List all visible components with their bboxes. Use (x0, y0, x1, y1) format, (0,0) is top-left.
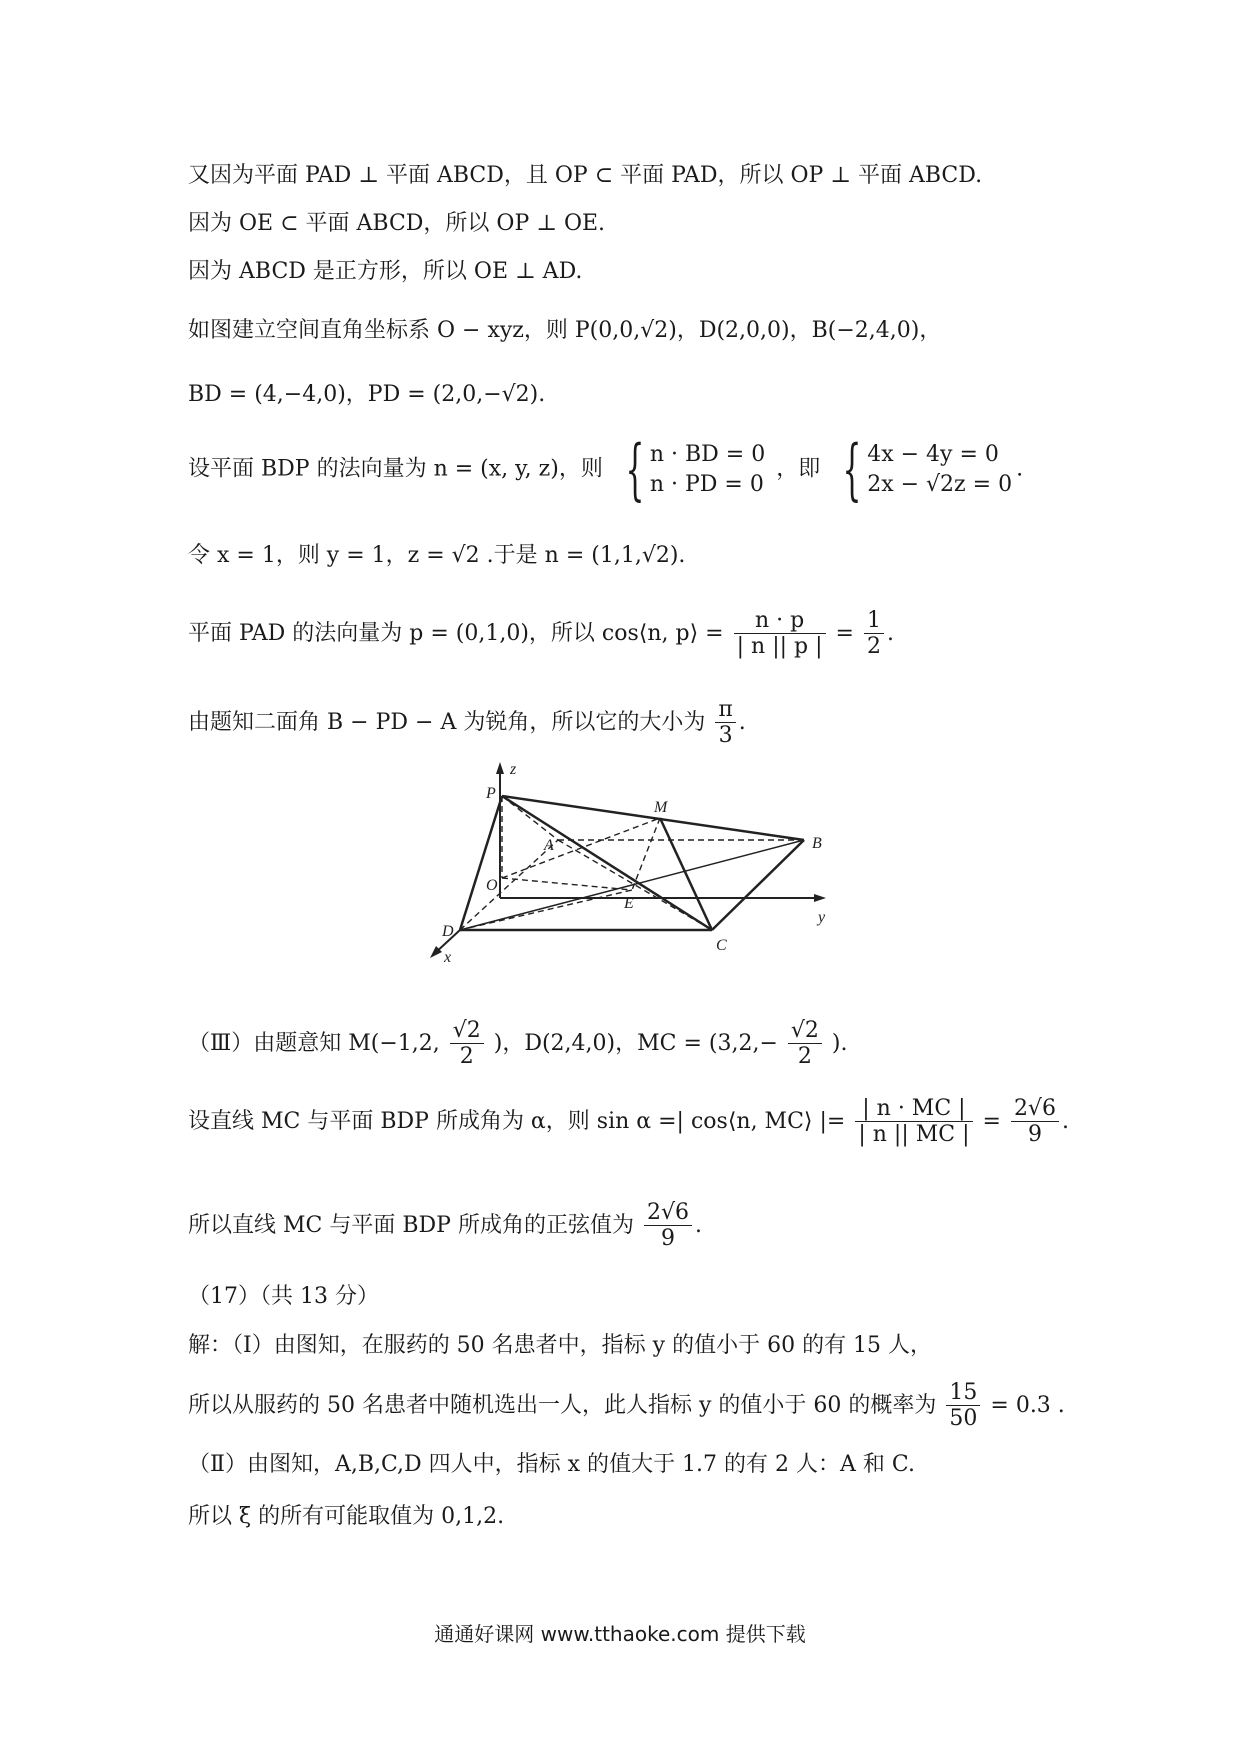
problem-17-heading: （17）（共 13 分） (188, 1284, 379, 1309)
part3-end: ). (831, 1030, 848, 1056)
half-numerator: 1 (864, 608, 884, 634)
label-x: x (444, 949, 452, 966)
label-y: y (818, 909, 826, 926)
cosine-intro: 平面 PAD 的法向量为 p = (0,1,0)，所以 cos⟨n, p⟩ = (188, 620, 724, 646)
part2-solution-line: （Ⅱ）由图知，A,B,C,D 四人中，指标 x 的值大于 1.7 的有 2 人：A 和 C. (188, 1452, 915, 1477)
normal-vector-intro: 设平面 BDP 的法向量为 n = (x, y, z)，则 (188, 456, 603, 482)
probability-line (188, 1380, 1065, 1432)
footer-source: 通通好课网 www.tthaoke.com 提供下载 (434, 1622, 806, 1646)
dihedral-angle-line: 由题知二面角 B − PD − A 为锐角，所以它的大小为 $\frac{\pi}{3}$ . (188, 697, 746, 749)
pyramid-figure (420, 758, 860, 968)
label-M: M (654, 799, 668, 816)
label-A: A (544, 837, 554, 854)
normal-vector-line: 设平面 BDP 的法向量为 n = (x, y, z)，则 { n · BD = 0 n · PD = 0 ，即 { 4x − 4y = 0 2x − √2z = 0 . (188, 431, 1024, 508)
system2-row1: 4x − 4y = 0 (867, 442, 999, 467)
m-z-fraction (450, 1018, 484, 1070)
part3-intro: （Ⅲ）由题意知 M(−1,2, (188, 1030, 440, 1056)
half-denominator: 2 (866, 634, 881, 660)
cosine-denominator: | n || p | (736, 634, 823, 660)
sine-denominator: | n || MC | (858, 1122, 970, 1148)
cosine-numerator: n · p (734, 608, 826, 634)
label-E: E (624, 895, 634, 912)
sine-result-denominator: 9 (1027, 1122, 1042, 1148)
cosine-fraction (734, 608, 826, 660)
coordinate-system-line: 如图建立空间直角坐标系 O − xyz，则 P(0,0,√2)，D(2,0,0)，B(−2,4,0)， (188, 318, 942, 343)
system1-row1: n · BD = 0 (649, 442, 766, 467)
proof-line-1: 又因为平面 PAD ⊥ 平面 ABCD，且 OP ⊂ 平面 PAD，所以 OP ⊥ 平面 ABCD. (188, 163, 983, 188)
half-fraction (864, 608, 884, 660)
equation-system-1: { n · BD = 0 n · PD = 0 (625, 431, 766, 508)
sine-numerator: | n · MC | (855, 1096, 972, 1122)
probability-fraction (946, 1380, 980, 1432)
sine-result-fraction (1011, 1096, 1059, 1148)
sine-conclusion-numerator: 2√6 (644, 1200, 692, 1226)
part1-solution-line: 解：（Ⅰ）由图知，在服药的 50 名患者中，指标 y 的值小于 60 的有 15 人， (188, 1333, 933, 1358)
equation-system-2: { 4x − 4y = 0 2x − √2z = 0 (842, 431, 1013, 508)
system1-row2: n · PD = 0 (649, 471, 764, 497)
vectors-line: BD = (4,−4,0)，PD = (2,0,−√2). (188, 382, 546, 407)
pi-numerator: π (715, 697, 735, 723)
label-B: B (812, 835, 822, 852)
pi-denominator: 3 (718, 723, 733, 749)
probability-numerator: 15 (946, 1380, 980, 1406)
normal-vector-connector: ，即 (776, 456, 821, 482)
sine-conclusion-fraction (644, 1200, 692, 1252)
label-C: C (716, 937, 727, 954)
xi-values-line: 所以 ξ 的所有可能取值为 0,1,2. (188, 1504, 505, 1529)
label-z: z (510, 761, 517, 778)
sine-conclusion-line: 所以直线 MC 与平面 BDP 所成角的正弦值为 $\frac{2√6}{9}$ . (188, 1200, 702, 1252)
probability-denominator: 50 (949, 1406, 978, 1432)
part3-middle: )，D(2,4,0)，MC = (3,2,− (493, 1030, 778, 1056)
label-P: P (486, 785, 496, 802)
dihedral-intro: 由题知二面角 B − PD − A 为锐角，所以它的大小为 (188, 709, 706, 735)
sine-fraction (855, 1096, 972, 1148)
mc-z-numerator: √2 (788, 1018, 822, 1044)
proof-line-3: 因为 ABCD 是正方形，所以 OE ⊥ AD. (188, 259, 583, 284)
system2-row2: 2x − √2z = 0 (867, 471, 1013, 497)
sine-equals: = (982, 1108, 1001, 1134)
part3-coordinates-line (188, 1018, 848, 1070)
pi-third-fraction (715, 697, 735, 749)
m-z-denominator: 2 (459, 1044, 474, 1070)
solve-line: 令 x = 1，则 y = 1，z = √2 .于是 n = (1,1,√2). (188, 543, 686, 568)
cosine-line: 平面 PAD 的法向量为 p = (0,1,0)，所以 cos⟨n, p⟩ = $\frac{n \cdot p}{| n || p |}$ = $\frac{1}{2}$ . (188, 608, 894, 660)
sine-conclusion-denominator: 9 (660, 1226, 675, 1252)
label-D: D (442, 923, 454, 940)
sine-intro: 设直线 MC 与平面 BDP 所成角为 α，则 sin α =| cos⟨n, MC⟩ |= (188, 1108, 846, 1134)
sine-angle-line: 设直线 MC 与平面 BDP 所成角为 α，则 sin α =| cos⟨n, MC⟩ |= $\frac{| n \cdot MC |}{| n || MC |}$ = $\frac{2√6}{9}$ . (188, 1096, 1069, 1148)
sine-conclusion-intro: 所以直线 MC 与平面 BDP 所成角的正弦值为 (188, 1212, 634, 1238)
probability-result: = 0.3 . (990, 1392, 1065, 1418)
proof-line-2: 因为 OE ⊂ 平面 ABCD，所以 OP ⊥ OE. (188, 211, 606, 236)
label-O: O (486, 877, 498, 894)
sine-result-numerator: 2√6 (1011, 1096, 1059, 1122)
m-z-numerator: √2 (450, 1018, 484, 1044)
mc-z-denominator: 2 (797, 1044, 812, 1070)
probability-intro: 所以从服药的 50 名患者中随机选出一人，此人指标 y 的值小于 60 的概率为 (188, 1392, 937, 1418)
cosine-equals: = (835, 620, 854, 646)
mc-z-fraction (788, 1018, 822, 1070)
